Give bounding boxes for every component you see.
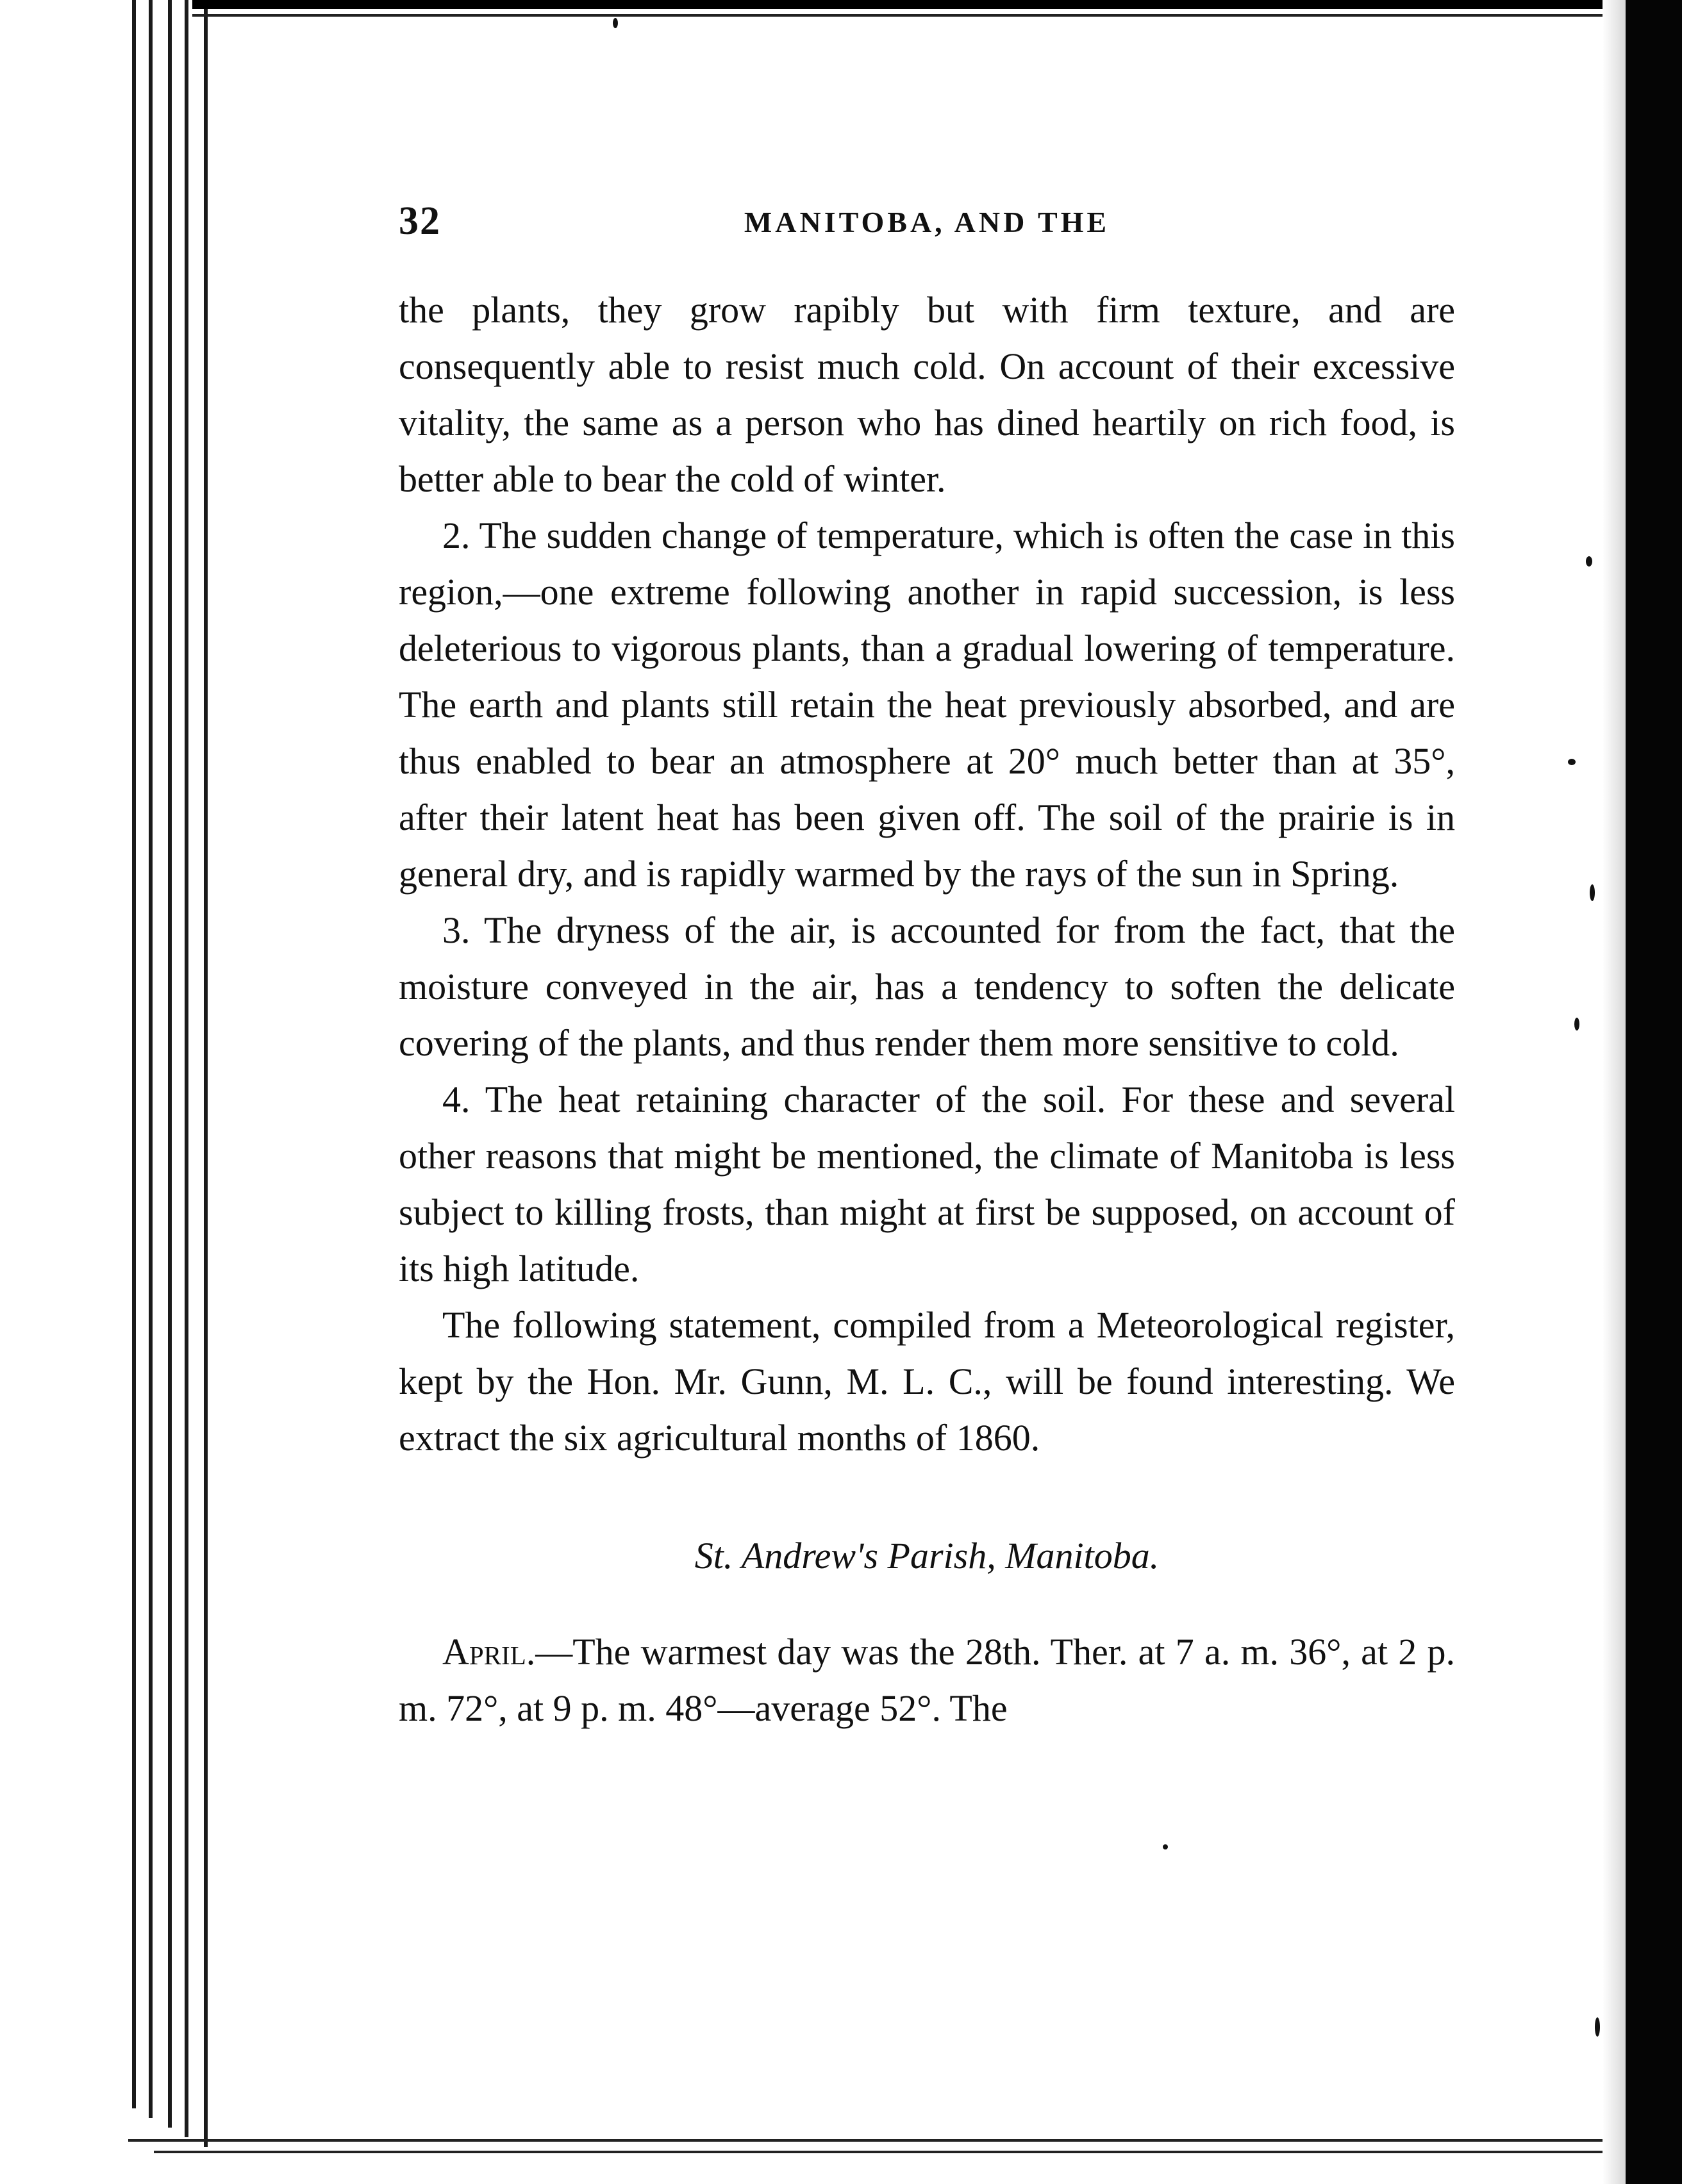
right-dark-band [1626,0,1682,2184]
paragraph-point-4: 4. The heat retaining character of the soil. For these and several other reasons that might be mentioned, the climate of Manitoba is less subject to killing frosts, than might at first be supposed, on account of its high latitude. [399,1079,1455,1289]
scan-speck [613,18,618,28]
gutter-shadow [1603,0,1626,2184]
scan-speck [1590,884,1595,901]
section-title: St. Andrew's Parish, Manitoba. [694,1535,1160,1576]
page-top-border [192,0,1622,9]
page-top-border-thin [192,14,1622,17]
scan-speck [1163,1844,1168,1849]
page-stack-edge-2 [149,0,153,2118]
body-text [399,282,1455,1737]
scan-speck [1568,759,1576,765]
paragraph-point-2: 2. The sudden change of temperature, which is often the case in this region,—one extreme following another in rapid succession, is less deleterious to vigorous plants, than a gradual lowering of temperature. The earth and plants still retain the heat previously absorbed, and are thus enabled to bear an atmosphere at 20° much better than at 35°, after their latent heat has been given off. The soil of the prairie is in general dry, and is rapidly warmed by the rays of the sun in Spring. [399,515,1455,895]
april-text: —The warmest day was the 28th. Ther. at 7 a. m. 36°, at 2 p. m. 72°, at 9 p. m. 48°—average 52°. The [399,1631,1455,1729]
running-head: MANITOBA, AND THE [744,206,1110,238]
page-stack-edge-4 [185,0,188,2137]
paragraph-point-3: 3. The dryness of the air, is accounted for from the fact, that the moisture conveyed in the air, has a tendency to soften the delicate covering of the plants, and thus render them more sensitive to cold. [399,909,1455,1064]
page-stack-edge-1 [132,0,136,2108]
scan-speck [1574,1018,1579,1030]
page-header [399,199,1455,250]
page-stack-edge-3 [168,0,172,2128]
page-number: 32 [399,199,441,243]
april-label: April. [442,1631,536,1673]
scan-speck [1595,2017,1600,2037]
paragraph-continuation: the plants, they grow rapibly but with firm texture, and are consequently able to resist much cold. On account of their excessive vitality, the same as a person who has dined heartily on rich food, is better able to bear the cold of winter. [399,289,1455,500]
scan-speck [1586,556,1592,567]
page-stack-edge-5 [204,0,208,2147]
paragraph-statement-intro: The following statement, compiled from a Meteorological register, kept by the Hon. Mr. Gunn, M. L. C., will be found interesting. We extract the six agricultural months of 1860. [399,1304,1455,1459]
page-bottom-border [128,2139,1622,2142]
page-bottom-border-2 [154,2151,1647,2153]
paragraph-april [399,1624,1455,1737]
